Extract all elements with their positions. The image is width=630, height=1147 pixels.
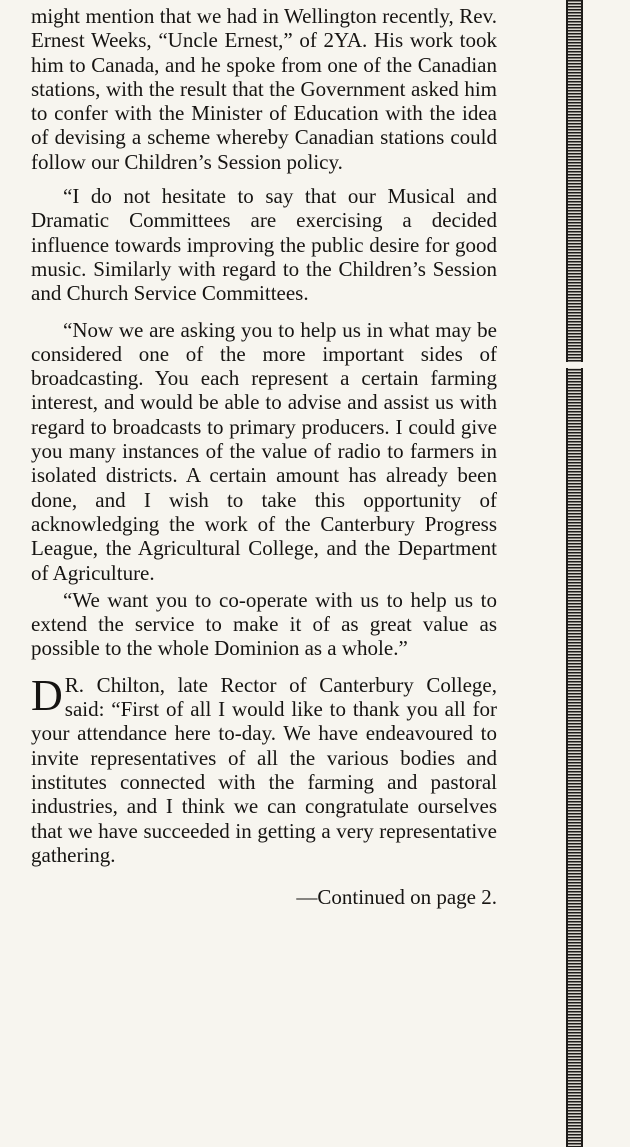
paragraph-committees: “I do not hesitate to say that our Musical and Dramatic Committees are exercising a decided influence towards improving the public desire for good music. Similarly with regard to the Children’s Session and Church Service Committees. [31,184,497,306]
paragraph-uncle-ernest: might mention that we had in Wellington recently, Rev. Ernest Weeks, “Uncle Ernest,” of 2YA. His work took him to Canada, and he spoke from one of the Canadian stations, with the result that the Government asked him to confer with the Minister of Education with the idea of devising a scheme whereby Canadian stations could follow our Children’s Session policy. [31,4,497,174]
drop-cap-letter: D [31,670,63,720]
paragraph-farming-help: “Now we are asking you to help us in what may be considered one of the more important sides of broadcasting. You each represent a certain farming interest, and would be able to advise and assist us with regard to broadcasts to primary producers. I could give you many instances of the value of radio to farmers in isolated districts. A certain amount has already been done, and I wish to take this opportunity of acknowledging the work of the Canterbury Progress League, the Agricultural College, and the Department of Agriculture. [31,317,497,585]
dr-chilton-text: R. Chilton, late Rector of Canterbury College, said: “First of all I would like to thank you all for your attendance here to-day. We have endeavoured to invite representatives of all the various bodies and institutes connected with the farming and pastoral industries, and I think we can congratulate ourselves that we have succeeded in getting a very representative gathering. [31,672,497,867]
rule-gap [563,362,586,368]
column-rule-divider [566,0,583,1147]
article-column [31,4,497,909]
paragraph-cooperate: “We want you to co-operate with us to help us to extend the service to make it of as great value as possible to the whole Dominion as a whole.” [31,587,497,661]
continued-notice: —Continued on page 2. [296,885,497,910]
paragraph-dr-chilton [31,670,497,867]
